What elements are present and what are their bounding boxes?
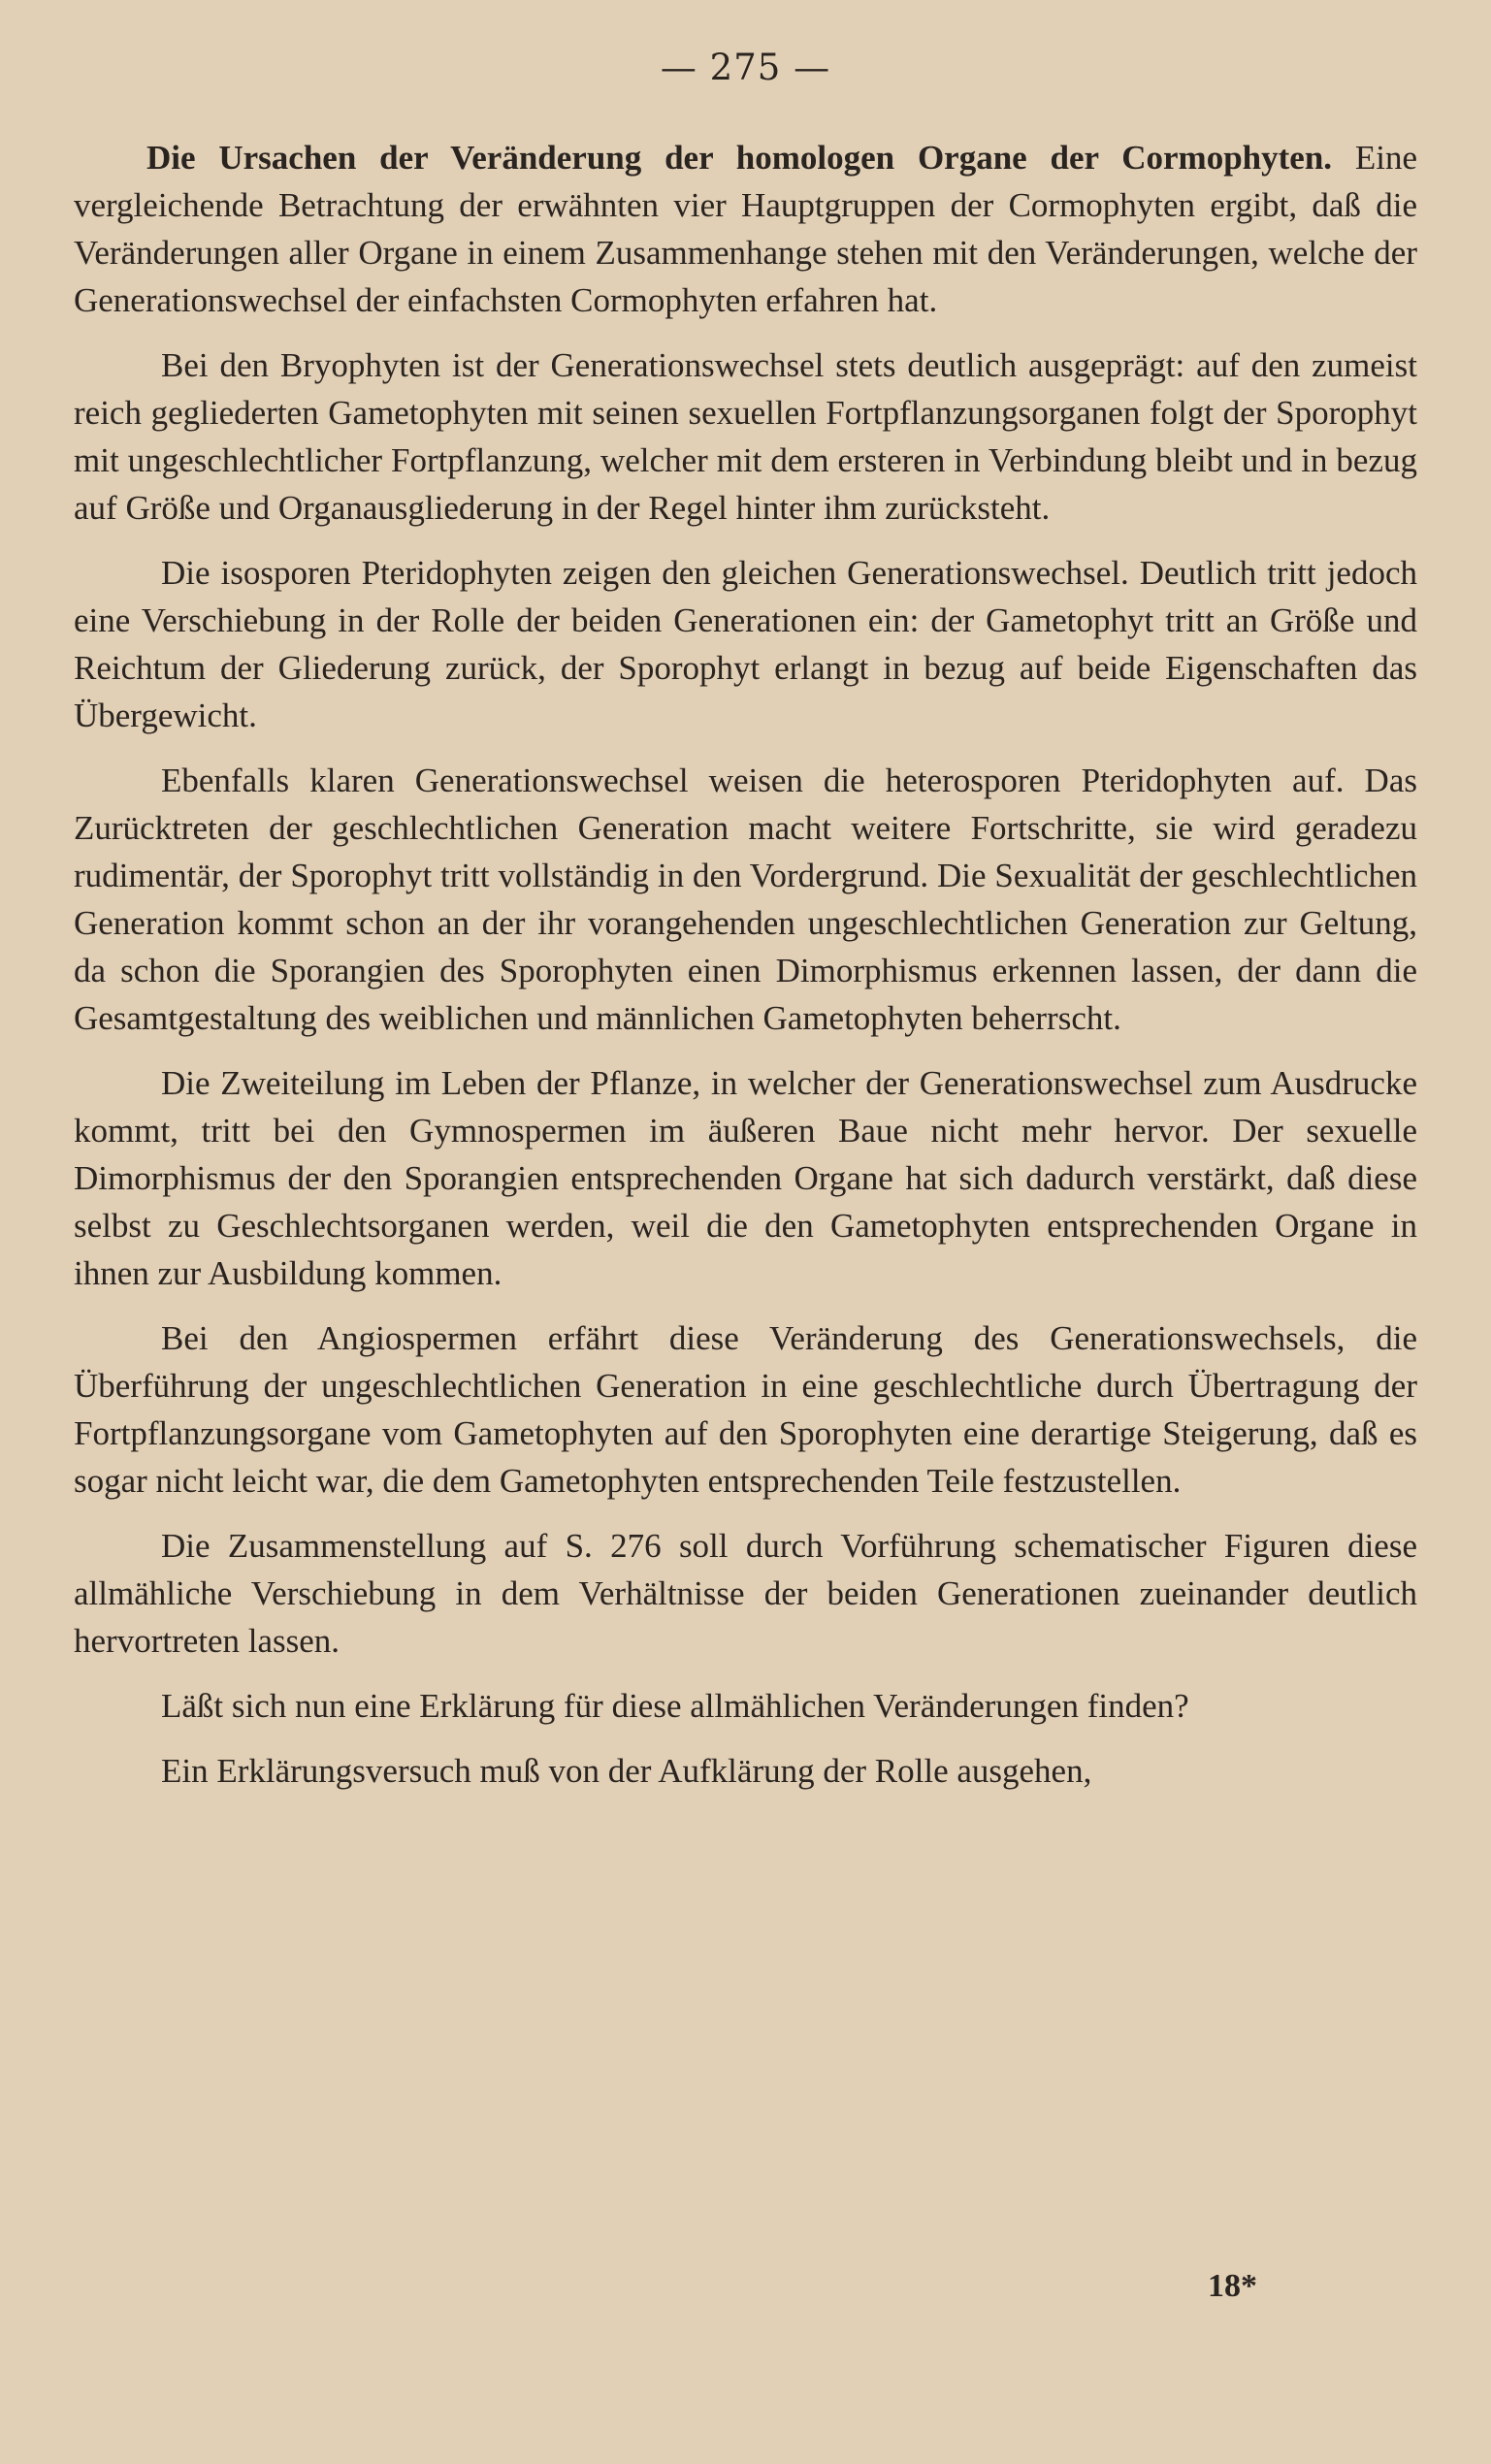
- paragraph-text: Eine vergleichende Betrachtung der erwähnten vier Hauptgruppen der Cormophyten ergibt, daß die Veränderungen aller Organe in einem Zusammenhange stehen mit den Veränderungen, welche der Generationswechsel der einfachsten Cormophyten erfahren hat.: [74, 139, 1418, 319]
- paragraph-9: Ein Erklärungsversuch muß von der Aufklärung der Rolle ausgehen,: [161, 1752, 1092, 1790]
- paragraph-2: Bei den Bryophyten ist der Generationswechsel stets deutlich ausgeprägt: auf den zumeist reich gegliederten Gametophyten mit seinen sexuellen Fortpflanzungsorganen folgt der Sporophyt mit ungeschlechtlicher Fortpflanzung, welcher mit dem ersteren in Verbindung bleibt und in bezug auf Größe und Organausgliederung in der Regel hinter ihm zurücksteht.: [74, 346, 1417, 527]
- paragraph-7: Die Zusammenstellung auf S. 276 soll durch Vorführung schematischer Figuren diese allmähliche Verschiebung in dem Verhältnisse der beiden Generationen zueinander deutlich hervortreten lassen.: [74, 1527, 1417, 1660]
- body-text: [74, 134, 1417, 1812]
- signature-mark: 18*: [1208, 2268, 1257, 2304]
- paragraph-5: Die Zweiteilung im Leben der Pflanze, in welcher der Generationswechsel zum Ausdrucke kommt, tritt bei den Gymnospermen im äußeren Baue nicht mehr hervor. Der sexuelle Dimorphismus der den Sporangien entsprechenden Organe hat sich dadurch verstärkt, daß diese selbst zu Geschlechtsorganen werden, weil die den Gametophyten entsprechenden Organe in ihnen zur Ausbildung kommen.: [74, 1064, 1417, 1292]
- section-heading: Die Ursachen der Veränderung der homologen Organe der Cormophyten.: [146, 139, 1333, 177]
- paragraph-8: Läßt sich nun eine Erklärung für diese allmählichen Veränderungen finden?: [161, 1687, 1189, 1725]
- paragraph-4: Ebenfalls klaren Generationswechsel weisen die heterosporen Pteridophyten auf. Das Zurücktreten der geschlechtlichen Generation macht weitere Fortschritte, sie wird geradezu rudimentär, der Sporophyt tritt vollständig in den Vordergrund. Die Sexualität der geschlechtlichen Generation kommt schon an der ihr vorangehenden ungeschlechtlichen Generation zur Geltung, da schon die Sporangien des Sporophyten einen Dimorphismus erkennen lassen, der dann die Gesamtgestaltung des weiblichen und männlichen Gametophyten beherrscht.: [74, 762, 1417, 1037]
- paragraph-1: [74, 134, 1417, 324]
- paragraph-3: Die isosporen Pteridophyten zeigen den gleichen Generationswechsel. Deutlich tritt jedoch eine Verschiebung in der Rolle der beiden Generationen ein: der Gametophyt tritt an Größe und Reichtum der Gliederung zurück, der Sporophyt erlangt in bezug auf beide Eigenschaften das Übergewicht.: [74, 554, 1417, 734]
- page-number: — 275 —: [660, 47, 831, 88]
- paragraph-6: Bei den Angiospermen erfährt diese Veränderung des Generationswechsels, die Überführung der ungeschlechtlichen Generation in eine geschlechtliche durch Übertragung der Fortpflanzungsorgane vom Gametophyten auf den Sporophyten eine derartige Steigerung, daß es sogar nicht leicht war, die dem Gametophyten entsprechenden Teile festzustellen.: [74, 1319, 1417, 1500]
